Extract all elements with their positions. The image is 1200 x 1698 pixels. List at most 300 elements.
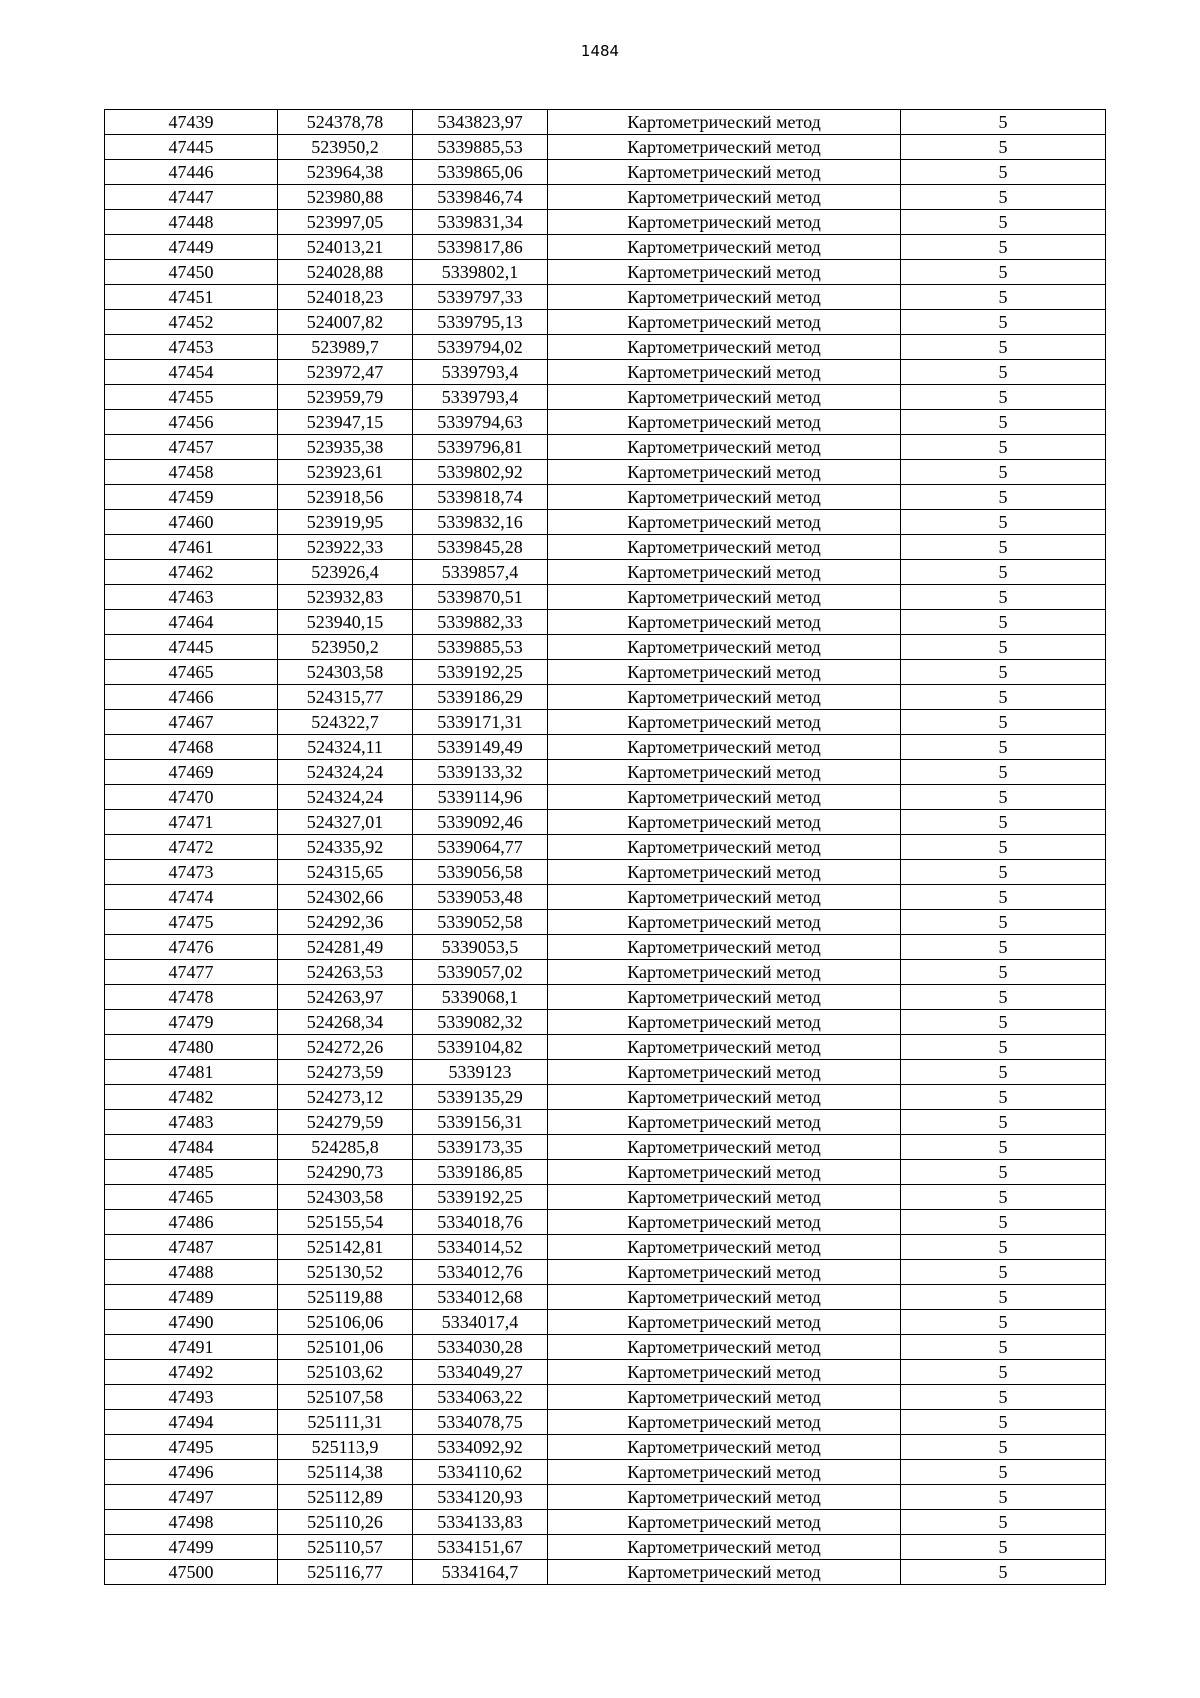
y-coordinate-cell: 5339192,25 [413,660,548,685]
accuracy-cell: 5 [901,1535,1106,1560]
accuracy-cell: 5 [901,1560,1106,1585]
point-number-cell: 47489 [105,1285,278,1310]
x-coordinate-cell: 524290,73 [278,1160,413,1185]
method-cell: Картометрический метод [548,885,901,910]
method-cell: Картометрический метод [548,1035,901,1060]
accuracy-cell: 5 [901,1110,1106,1135]
accuracy-cell: 5 [901,1360,1106,1385]
accuracy-cell: 5 [901,610,1106,635]
table-row [105,185,1106,210]
table-row [105,560,1106,585]
y-coordinate-cell: 5334092,92 [413,1435,548,1460]
accuracy-cell: 5 [901,1460,1106,1485]
x-coordinate-cell: 524302,66 [278,885,413,910]
x-coordinate-cell: 524285,8 [278,1135,413,1160]
y-coordinate-cell: 5339831,34 [413,210,548,235]
y-coordinate-cell: 5334018,76 [413,1210,548,1235]
accuracy-cell: 5 [901,585,1106,610]
y-coordinate-cell: 5339817,86 [413,235,548,260]
point-number-cell: 47477 [105,960,278,985]
x-coordinate-cell: 524263,53 [278,960,413,985]
x-coordinate-cell: 524273,59 [278,1060,413,1085]
accuracy-cell: 5 [901,135,1106,160]
x-coordinate-cell: 524378,78 [278,110,413,135]
x-coordinate-cell: 525114,38 [278,1460,413,1485]
method-cell: Картометрический метод [548,110,901,135]
method-cell: Картометрический метод [548,1160,901,1185]
point-number-cell: 47491 [105,1335,278,1360]
method-cell: Картометрический метод [548,160,901,185]
y-coordinate-cell: 5334012,68 [413,1285,548,1310]
y-coordinate-cell: 5334049,27 [413,1360,548,1385]
x-coordinate-cell: 523947,15 [278,410,413,435]
method-cell: Картометрический метод [548,760,901,785]
x-coordinate-cell: 523926,4 [278,560,413,585]
x-coordinate-cell: 524028,88 [278,260,413,285]
table-row [105,935,1106,960]
table-row [105,1160,1106,1185]
table-row [105,1210,1106,1235]
x-coordinate-cell: 525155,54 [278,1210,413,1235]
accuracy-cell: 5 [901,210,1106,235]
point-number-cell: 47447 [105,185,278,210]
y-coordinate-cell: 5339092,46 [413,810,548,835]
accuracy-cell: 5 [901,785,1106,810]
table-row [105,485,1106,510]
x-coordinate-cell: 523918,56 [278,485,413,510]
method-cell: Картометрический метод [548,1210,901,1235]
point-number-cell: 47496 [105,1460,278,1485]
point-number-cell: 47460 [105,510,278,535]
table-row [105,785,1106,810]
y-coordinate-cell: 5339885,53 [413,135,548,160]
y-coordinate-cell: 5339052,58 [413,910,548,935]
accuracy-cell: 5 [901,935,1106,960]
table-row [105,1085,1106,1110]
point-number-cell: 47486 [105,1210,278,1235]
y-coordinate-cell: 5339865,06 [413,160,548,185]
accuracy-cell: 5 [901,1060,1106,1085]
accuracy-cell: 5 [901,835,1106,860]
method-cell: Картометрический метод [548,835,901,860]
method-cell: Картометрический метод [548,710,901,735]
accuracy-cell: 5 [901,235,1106,260]
accuracy-cell: 5 [901,110,1106,135]
point-number-cell: 47464 [105,610,278,635]
x-coordinate-cell: 525110,57 [278,1535,413,1560]
method-cell: Картометрический метод [548,285,901,310]
accuracy-cell: 5 [901,1385,1106,1410]
x-coordinate-cell: 524279,59 [278,1110,413,1135]
table-row [105,1410,1106,1435]
point-number-cell: 47467 [105,710,278,735]
x-coordinate-cell: 524322,7 [278,710,413,735]
table-row [105,235,1106,260]
table-row [105,310,1106,335]
method-cell: Картометрический метод [548,1135,901,1160]
point-number-cell: 47469 [105,760,278,785]
accuracy-cell: 5 [901,1210,1106,1235]
point-number-cell: 47487 [105,1235,278,1260]
table-row [105,1285,1106,1310]
method-cell: Картометрический метод [548,1360,901,1385]
x-coordinate-cell: 524292,36 [278,910,413,935]
y-coordinate-cell: 5339186,85 [413,1160,548,1185]
table-row [105,410,1106,435]
point-number-cell: 47457 [105,435,278,460]
y-coordinate-cell: 5339794,63 [413,410,548,435]
y-coordinate-cell: 5339186,29 [413,685,548,710]
x-coordinate-cell: 525130,52 [278,1260,413,1285]
accuracy-cell: 5 [901,1160,1106,1185]
point-number-cell: 47493 [105,1385,278,1410]
x-coordinate-cell: 523964,38 [278,160,413,185]
method-cell: Картометрический метод [548,1510,901,1535]
accuracy-cell: 5 [901,485,1106,510]
y-coordinate-cell: 5339053,5 [413,935,548,960]
table-row [105,460,1106,485]
x-coordinate-cell: 525103,62 [278,1360,413,1385]
y-coordinate-cell: 5339802,1 [413,260,548,285]
x-coordinate-cell: 525110,26 [278,1510,413,1535]
x-coordinate-cell: 524303,58 [278,1185,413,1210]
point-number-cell: 47453 [105,335,278,360]
method-cell: Картометрический метод [548,810,901,835]
accuracy-cell: 5 [901,860,1106,885]
table-row [105,435,1106,460]
x-coordinate-cell: 524007,82 [278,310,413,335]
table-row [105,635,1106,660]
accuracy-cell: 5 [901,1435,1106,1460]
y-coordinate-cell: 5339057,02 [413,960,548,985]
table-row [105,760,1106,785]
accuracy-cell: 5 [901,1510,1106,1535]
method-cell: Картометрический метод [548,1410,901,1435]
accuracy-cell: 5 [901,885,1106,910]
method-cell: Картометрический метод [548,360,901,385]
table-row [105,910,1106,935]
table-row [105,835,1106,860]
method-cell: Картометрический метод [548,435,901,460]
point-number-cell: 47488 [105,1260,278,1285]
accuracy-cell: 5 [901,735,1106,760]
y-coordinate-cell: 5339802,92 [413,460,548,485]
method-cell: Картометрический метод [548,385,901,410]
method-cell: Картометрический метод [548,1560,901,1585]
point-number-cell: 47480 [105,1035,278,1060]
y-coordinate-cell: 5339135,29 [413,1085,548,1110]
accuracy-cell: 5 [901,685,1106,710]
y-coordinate-cell: 5339795,13 [413,310,548,335]
method-cell: Картометрический метод [548,460,901,485]
y-coordinate-cell: 5339870,51 [413,585,548,610]
method-cell: Картометрический метод [548,1060,901,1085]
table-row [105,1185,1106,1210]
x-coordinate-cell: 523997,05 [278,210,413,235]
point-number-cell: 47494 [105,1410,278,1435]
x-coordinate-cell: 525107,58 [278,1385,413,1410]
x-coordinate-cell: 524018,23 [278,285,413,310]
method-cell: Картометрический метод [548,1435,901,1460]
method-cell: Картометрический метод [548,735,901,760]
y-coordinate-cell: 5339793,4 [413,360,548,385]
table-row [105,210,1106,235]
method-cell: Картометрический метод [548,1185,901,1210]
x-coordinate-cell: 523972,47 [278,360,413,385]
y-coordinate-cell: 5339793,4 [413,385,548,410]
method-cell: Картометрический метод [548,1385,901,1410]
y-coordinate-cell: 5339149,49 [413,735,548,760]
point-number-cell: 47473 [105,860,278,885]
x-coordinate-cell: 524315,77 [278,685,413,710]
point-number-cell: 47485 [105,1160,278,1185]
y-coordinate-cell: 5339068,1 [413,985,548,1010]
method-cell: Картометрический метод [548,410,901,435]
y-coordinate-cell: 5339846,74 [413,185,548,210]
x-coordinate-cell: 525112,89 [278,1485,413,1510]
table-row [105,1385,1106,1410]
method-cell: Картометрический метод [548,510,901,535]
y-coordinate-cell: 5334120,93 [413,1485,548,1510]
point-number-cell: 47481 [105,1060,278,1085]
point-number-cell: 47482 [105,1085,278,1110]
method-cell: Картометрический метод [548,610,901,635]
x-coordinate-cell: 524281,49 [278,935,413,960]
x-coordinate-cell: 525116,77 [278,1560,413,1585]
y-coordinate-cell: 5339173,35 [413,1135,548,1160]
coordinates-table-body [105,110,1106,1585]
method-cell: Картометрический метод [548,1335,901,1360]
point-number-cell: 47445 [105,135,278,160]
accuracy-cell: 5 [901,260,1106,285]
point-number-cell: 47465 [105,660,278,685]
accuracy-cell: 5 [901,460,1106,485]
method-cell: Картометрический метод [548,1535,901,1560]
point-number-cell: 47461 [105,535,278,560]
x-coordinate-cell: 523959,79 [278,385,413,410]
y-coordinate-cell: 5334030,28 [413,1335,548,1360]
x-coordinate-cell: 524324,24 [278,785,413,810]
point-number-cell: 47499 [105,1535,278,1560]
x-coordinate-cell: 524335,92 [278,835,413,860]
accuracy-cell: 5 [901,1410,1106,1435]
accuracy-cell: 5 [901,560,1106,585]
accuracy-cell: 5 [901,1085,1106,1110]
x-coordinate-cell: 525106,06 [278,1310,413,1335]
point-number-cell: 47492 [105,1360,278,1385]
table-row [105,535,1106,560]
method-cell: Картометрический метод [548,1260,901,1285]
y-coordinate-cell: 5339064,77 [413,835,548,860]
table-row [105,1310,1106,1335]
accuracy-cell: 5 [901,160,1106,185]
accuracy-cell: 5 [901,285,1106,310]
y-coordinate-cell: 5334151,67 [413,1535,548,1560]
accuracy-cell: 5 [901,1335,1106,1360]
accuracy-cell: 5 [901,360,1106,385]
point-number-cell: 47456 [105,410,278,435]
method-cell: Картометрический метод [548,935,901,960]
x-coordinate-cell: 523935,38 [278,435,413,460]
y-coordinate-cell: 5334133,83 [413,1510,548,1535]
method-cell: Картометрический метод [548,185,901,210]
point-number-cell: 47463 [105,585,278,610]
table-row [105,1535,1106,1560]
x-coordinate-cell: 524013,21 [278,235,413,260]
method-cell: Картометрический метод [548,560,901,585]
method-cell: Картометрический метод [548,910,901,935]
x-coordinate-cell: 523989,7 [278,335,413,360]
accuracy-cell: 5 [901,760,1106,785]
y-coordinate-cell: 5334014,52 [413,1235,548,1260]
point-number-cell: 47462 [105,560,278,585]
table-row [105,960,1106,985]
y-coordinate-cell: 5334110,62 [413,1460,548,1485]
x-coordinate-cell: 523950,2 [278,635,413,660]
accuracy-cell: 5 [901,910,1106,935]
table-row [105,1460,1106,1485]
y-coordinate-cell: 5339053,48 [413,885,548,910]
x-coordinate-cell: 524268,34 [278,1010,413,1035]
table-row [105,860,1106,885]
accuracy-cell: 5 [901,1135,1106,1160]
x-coordinate-cell: 525111,31 [278,1410,413,1435]
y-coordinate-cell: 5339832,16 [413,510,548,535]
method-cell: Картометрический метод [548,1235,901,1260]
y-coordinate-cell: 5339818,74 [413,485,548,510]
point-number-cell: 47500 [105,1560,278,1585]
point-number-cell: 47495 [105,1435,278,1460]
table-row [105,1360,1106,1385]
accuracy-cell: 5 [901,810,1106,835]
point-number-cell: 47497 [105,1485,278,1510]
table-row [105,285,1106,310]
point-number-cell: 47468 [105,735,278,760]
table-row [105,660,1106,685]
method-cell: Картометрический метод [548,960,901,985]
accuracy-cell: 5 [901,985,1106,1010]
point-number-cell: 47458 [105,460,278,485]
table-row [105,360,1106,385]
y-coordinate-cell: 5339123 [413,1060,548,1085]
y-coordinate-cell: 5334164,7 [413,1560,548,1585]
method-cell: Картометрический метод [548,310,901,335]
page-number: 1484 [580,42,620,60]
accuracy-cell: 5 [901,1010,1106,1035]
x-coordinate-cell: 523950,2 [278,135,413,160]
x-coordinate-cell: 523922,33 [278,535,413,560]
accuracy-cell: 5 [901,1035,1106,1060]
point-number-cell: 47476 [105,935,278,960]
y-coordinate-cell: 5339104,82 [413,1035,548,1060]
x-coordinate-cell: 525119,88 [278,1285,413,1310]
x-coordinate-cell: 524263,97 [278,985,413,1010]
table-row [105,685,1106,710]
table-row [105,1510,1106,1535]
accuracy-cell: 5 [901,185,1106,210]
point-number-cell: 47478 [105,985,278,1010]
method-cell: Картометрический метод [548,1310,901,1335]
method-cell: Картометрический метод [548,1460,901,1485]
x-coordinate-cell: 524272,26 [278,1035,413,1060]
table-row [105,1560,1106,1585]
x-coordinate-cell: 523932,83 [278,585,413,610]
method-cell: Картометрический метод [548,585,901,610]
x-coordinate-cell: 523940,15 [278,610,413,635]
table-row [105,1010,1106,1035]
table-row [105,1135,1106,1160]
x-coordinate-cell: 523919,95 [278,510,413,535]
point-number-cell: 47459 [105,485,278,510]
accuracy-cell: 5 [901,410,1106,435]
accuracy-cell: 5 [901,660,1106,685]
table-row [105,610,1106,635]
table-row [105,1335,1106,1360]
point-number-cell: 47484 [105,1135,278,1160]
table-row [105,1235,1106,1260]
y-coordinate-cell: 5339133,32 [413,760,548,785]
x-coordinate-cell: 524324,24 [278,760,413,785]
point-number-cell: 47451 [105,285,278,310]
point-number-cell: 47466 [105,685,278,710]
x-coordinate-cell: 525142,81 [278,1235,413,1260]
point-number-cell: 47450 [105,260,278,285]
x-coordinate-cell: 524273,12 [278,1085,413,1110]
point-number-cell: 47470 [105,785,278,810]
accuracy-cell: 5 [901,385,1106,410]
method-cell: Картометрический метод [548,235,901,260]
y-coordinate-cell: 5339082,32 [413,1010,548,1035]
accuracy-cell: 5 [901,435,1106,460]
point-number-cell: 47483 [105,1110,278,1135]
table-row [105,885,1106,910]
y-coordinate-cell: 5339114,96 [413,785,548,810]
table-row [105,335,1106,360]
x-coordinate-cell: 524303,58 [278,660,413,685]
accuracy-cell: 5 [901,1185,1106,1210]
table-row [105,1260,1106,1285]
y-coordinate-cell: 5334017,4 [413,1310,548,1335]
accuracy-cell: 5 [901,1310,1106,1335]
table-row [105,110,1106,135]
method-cell: Картометрический метод [548,210,901,235]
point-number-cell: 47439 [105,110,278,135]
method-cell: Картометрический метод [548,685,901,710]
y-coordinate-cell: 5339171,31 [413,710,548,735]
point-number-cell: 47445 [105,635,278,660]
method-cell: Картометрический метод [548,985,901,1010]
y-coordinate-cell: 5339156,31 [413,1110,548,1135]
y-coordinate-cell: 5339796,81 [413,435,548,460]
y-coordinate-cell: 5343823,97 [413,110,548,135]
y-coordinate-cell: 5339797,33 [413,285,548,310]
method-cell: Картометрический метод [548,260,901,285]
method-cell: Картометрический метод [548,535,901,560]
accuracy-cell: 5 [901,1285,1106,1310]
point-number-cell: 47454 [105,360,278,385]
point-number-cell: 47472 [105,835,278,860]
x-coordinate-cell: 523980,88 [278,185,413,210]
accuracy-cell: 5 [901,1485,1106,1510]
accuracy-cell: 5 [901,635,1106,660]
point-number-cell: 47474 [105,885,278,910]
accuracy-cell: 5 [901,710,1106,735]
table-row [105,1110,1106,1135]
table-row [105,735,1106,760]
point-number-cell: 47452 [105,310,278,335]
point-number-cell: 47498 [105,1510,278,1535]
x-coordinate-cell: 524327,01 [278,810,413,835]
